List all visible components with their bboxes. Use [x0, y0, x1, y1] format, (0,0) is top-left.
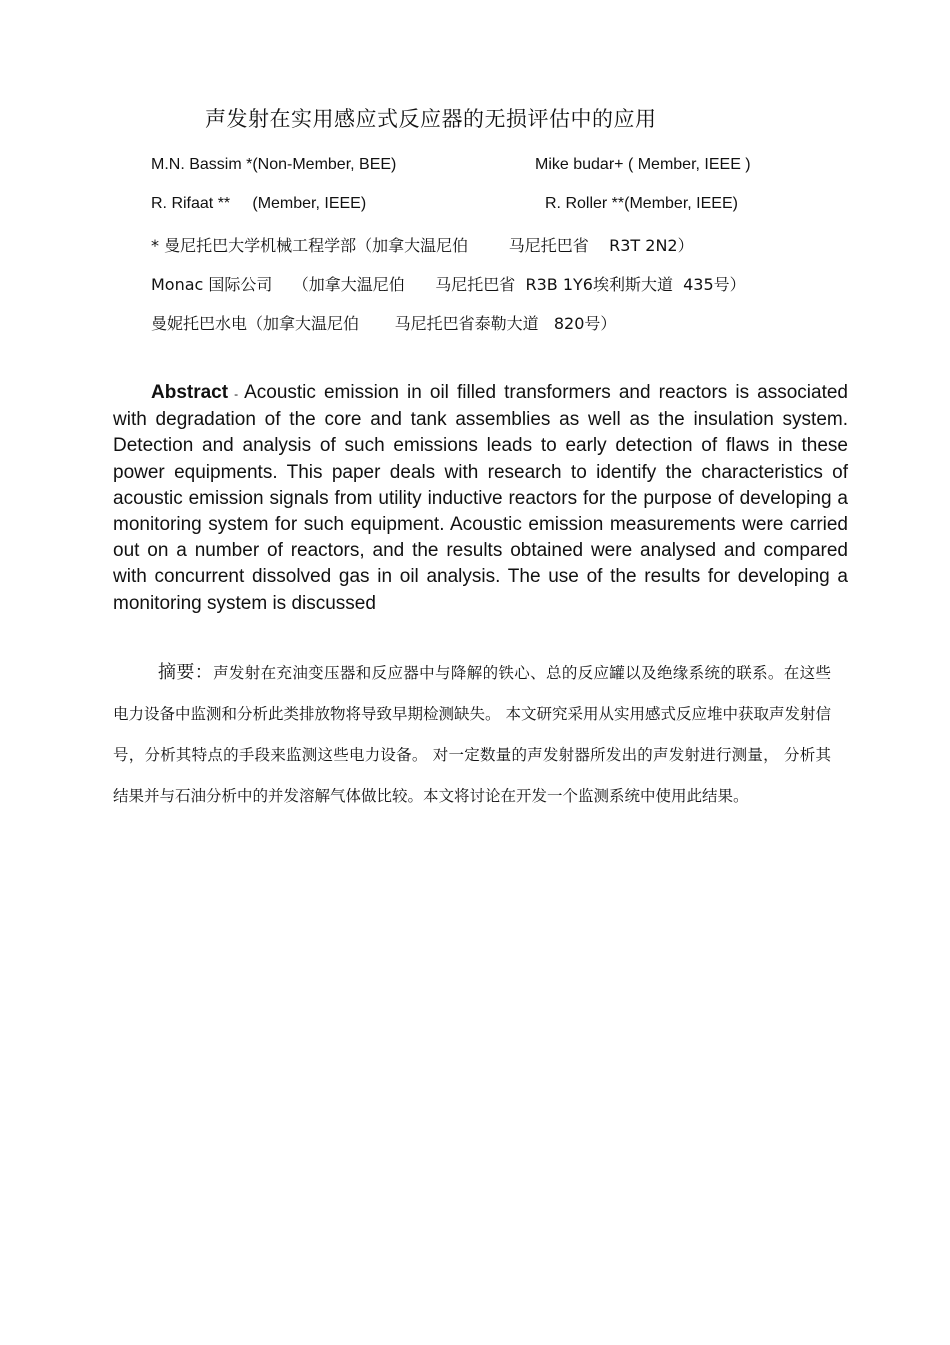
author-roller: R. Roller **(Member, IEEE) — [545, 195, 738, 212]
cn-abstract-text: 声发射在充油变压器和反应器中与降解的铁心、总的反应罐以及绝缘系统的联系。在这些电力设备中监测和分析此类排放物将导致早期检测缺失。 本文研究采用从实用感式反应堆中获取声发射信号，分析其特点的手段来监测这些电力设备。 对一定数量的声发射器所发出的声发射进行测量， 分析其结果并与石油分析中的并发溶解气体做比较。本文将讨论在开发一个监测系统中使用此结果。 — [113, 664, 831, 805]
author-budar: Mike budar+ ( Member, IEEE ) — [535, 156, 751, 173]
abstract-english — [113, 380, 848, 617]
abstract-dash: - — [234, 387, 239, 401]
author-bassim: M.N. Bassim *(Non-Member, BEE) — [151, 156, 397, 173]
abstract-chinese — [113, 652, 831, 817]
affiliation-university: * 曼尼托巴大学机械工程学部（加拿大温尼伯 马尼托巴省 R3T 2N2） — [151, 236, 694, 255]
paper-title: 声发射在实用感应式反应器的无损评估中的应用 — [205, 107, 657, 131]
abstract-text: Acoustic emission in oil filled transformers and reactors is associated with degradation of the core and tank assemblies as well as the insulation system. Detection and analysis of such emissions leads to early detection of flaws in these power equipments. This paper deals with research to identify the characteristics of acoustic emission signals from utility inductive reactors for the purpose of developing a monitoring system for such equipment. Acoustic emission measurements were carried out on a number of reactors, and the results obtained were analysed and compared with concurrent dissolved gas in oil analysis. The use of the results for developing a monitoring system is discussed — [113, 382, 848, 614]
author-rifaat: R. Rifaat ** (Member, IEEE) — [151, 195, 367, 212]
cn-abstract-label: 摘要： — [158, 662, 214, 683]
affiliation-monac: Monac 国际公司 （加拿大温尼伯 马尼托巴省 R3B 1Y6埃利斯大道 435号） — [151, 275, 746, 294]
affiliation-hydro: 曼妮托巴水电（加拿大温尼伯 马尼托巴省泰勒大道 820号） — [151, 314, 617, 333]
abstract-label: Abstract — [151, 382, 229, 403]
